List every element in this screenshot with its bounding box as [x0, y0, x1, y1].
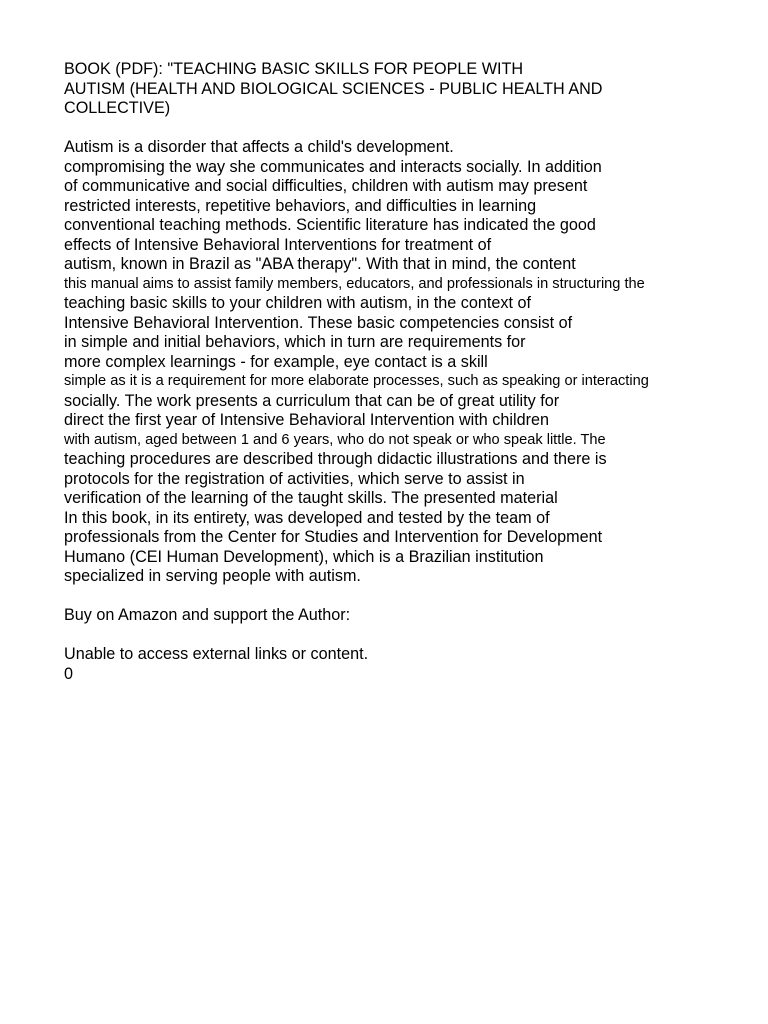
- body-line: protocols for the registration of activities, which serve to assist in: [64, 469, 525, 488]
- document-title: [64, 60, 754, 119]
- paragraph-gap: [64, 587, 754, 607]
- body-line: more complex learnings - for example, eye contact is a skill: [64, 352, 488, 371]
- title-line: COLLECTIVE): [64, 99, 171, 117]
- body-line: with autism, aged between 1 and 6 years, who do not speak or who speak little. The: [64, 431, 606, 448]
- unavailable-notice: Unable to access external links or content.: [64, 645, 369, 663]
- title-line: BOOK (PDF): "TEACHING BASIC SKILLS FOR PEOPLE WITH: [64, 60, 524, 78]
- document-content: [64, 60, 754, 684]
- body-line: restricted interests, repetitive behaviors, and difficulties in learning: [64, 196, 537, 215]
- paragraph-gap: [64, 119, 754, 139]
- body-line: In this book, in its entirety, was developed and tested by the team of: [64, 508, 550, 527]
- body-line: teaching procedures are described through didactic illustrations and there is: [64, 450, 607, 468]
- body-line: this manual aims to assist family members, educators, and professionals in structuring the: [64, 275, 645, 292]
- title-line: AUTISM (HEALTH AND BIOLOGICAL SCIENCES - PUBLIC HEALTH AND: [64, 79, 603, 98]
- body-line: specialized in serving people with autism.: [64, 567, 361, 585]
- body-line: verification of the learning of the taught skills. The presented material: [64, 489, 558, 507]
- body-line: effects of Intensive Behavioral Interventions for treatment of: [64, 235, 492, 254]
- body-line: Humano (CEI Human Development), which is a Brazilian institution: [64, 547, 544, 566]
- body-line: autism, known in Brazil as "ABA therapy". With that in mind, the content: [64, 255, 576, 273]
- body-line: in simple and initial behaviors, which in turn are requirements for: [64, 333, 526, 351]
- counter-value: 0: [64, 664, 74, 683]
- paragraph-gap: [64, 626, 754, 646]
- body-line: direct the first year of Intensive Behavioral Intervention with children: [64, 411, 549, 429]
- body-line: compromising the way she communicates and interacts socially. In addition: [64, 157, 602, 176]
- body-line: of communicative and social difficulties, children with autism may present: [64, 177, 588, 195]
- body-line: simple as it is a requirement for more elaborate processes, such as speaking or interacting: [64, 373, 649, 389]
- buy-on-amazon-text: Buy on Amazon and support the Author:: [64, 606, 351, 624]
- body-line: socially. The work presents a curriculum that can be of great utility for: [64, 391, 560, 410]
- body-line: Intensive Behavioral Intervention. These basic competencies consist of: [64, 313, 573, 332]
- body-line: Autism is a disorder that affects a child's development.: [64, 138, 454, 156]
- body-line: professionals from the Center for Studies and Intervention for Development: [64, 528, 603, 546]
- description-paragraph: [64, 138, 754, 587]
- body-line: conventional teaching methods. Scientific literature has indicated the good: [64, 216, 596, 234]
- body-line: teaching basic skills to your children with autism, in the context of: [64, 294, 531, 312]
